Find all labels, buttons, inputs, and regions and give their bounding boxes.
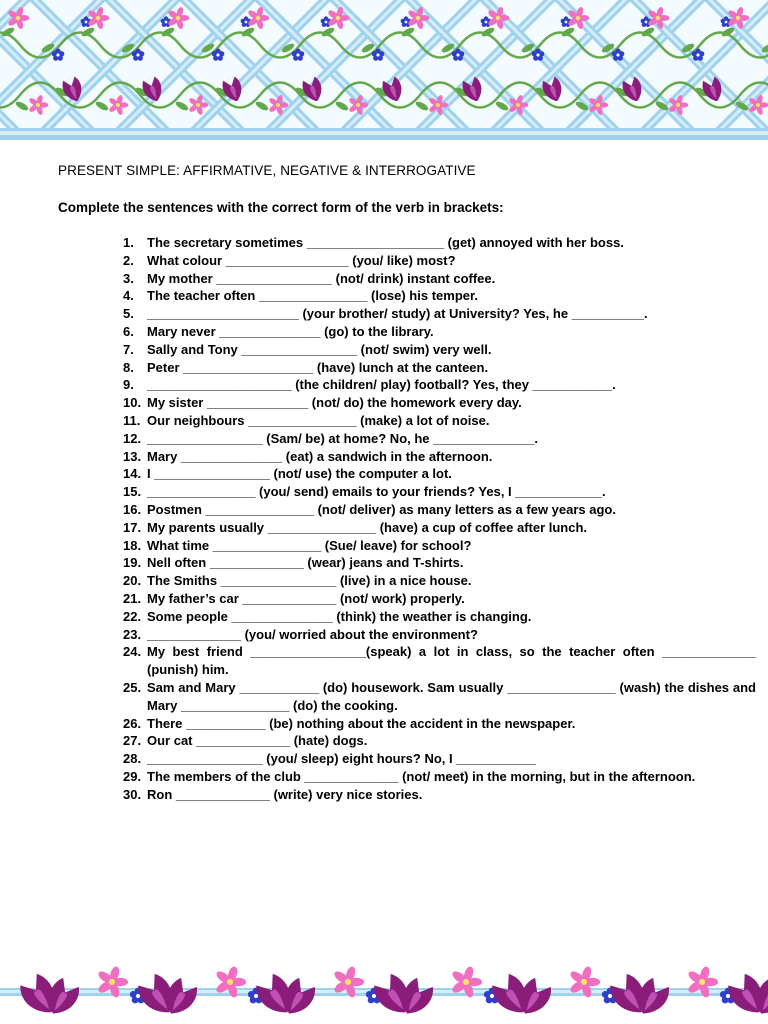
exercise-sentence: What colour _________________ (you/ like) most? bbox=[147, 252, 456, 268]
decorative-top-border bbox=[0, 0, 768, 140]
exercise-item bbox=[123, 519, 756, 537]
exercise-item bbox=[123, 359, 756, 377]
exercise-item bbox=[123, 715, 756, 733]
exercise-item bbox=[123, 679, 756, 715]
exercise-item bbox=[123, 448, 756, 466]
exercise-sentence: Peter __________________ (have) lunch at the canteen. bbox=[147, 359, 489, 375]
exercise-sentence: Our cat _____________ (hate) dogs. bbox=[147, 733, 368, 749]
exercise-number: 12. bbox=[123, 430, 142, 446]
exercise-sentence: The teacher often _______________ (lose) his temper. bbox=[147, 288, 478, 304]
exercise-sentence: Postmen _______________ (not/ deliver) as many letters as a few years ago. bbox=[147, 501, 616, 517]
exercise-sentence: Ron _____________ (write) very nice stories. bbox=[147, 786, 423, 802]
exercise-item bbox=[123, 572, 756, 590]
exercise-item bbox=[123, 412, 756, 430]
exercise-item bbox=[123, 732, 756, 750]
exercise-number: 22. bbox=[123, 608, 142, 624]
exercise-item bbox=[123, 430, 756, 448]
exercise-number: 9. bbox=[123, 377, 134, 393]
exercise-sentence: Mary ______________ (eat) a sandwich in the afternoon. bbox=[147, 448, 493, 464]
exercise-number: 4. bbox=[123, 288, 134, 304]
exercise-sentence: What time _______________ (Sue/ leave) for school? bbox=[147, 537, 472, 553]
exercise-number: 26. bbox=[123, 715, 142, 731]
exercise-item bbox=[123, 608, 756, 626]
exercise-number: 27. bbox=[123, 733, 142, 749]
exercise-sentence: _____________________ (your brother/ study) at University? Yes, he __________. bbox=[147, 306, 648, 322]
exercise-item bbox=[123, 465, 756, 483]
exercise-item bbox=[123, 537, 756, 555]
exercise-number: 14. bbox=[123, 466, 142, 482]
exercise-number: 3. bbox=[123, 270, 134, 286]
exercise-sentence: _____________ (you/ worried about the environment? bbox=[147, 626, 478, 642]
exercise-item bbox=[123, 626, 756, 644]
exercise-item bbox=[123, 252, 756, 270]
flower-row bbox=[0, 965, 768, 1021]
exercise-item bbox=[123, 341, 756, 359]
exercise-item bbox=[123, 554, 756, 572]
exercise-number: 16. bbox=[123, 501, 142, 517]
exercise-number: 5. bbox=[123, 306, 134, 322]
decorative-bottom-border bbox=[0, 952, 768, 1024]
exercise-sentence: Sam and Mary ___________ (do) housework. Sam usually _______________ (wash) the dishes and Mary _______________ (do) the cooking. bbox=[147, 679, 756, 713]
exercise-number: 6. bbox=[123, 323, 134, 339]
exercise-item bbox=[123, 768, 756, 786]
exercise-item bbox=[123, 786, 756, 804]
exercise-sentence: ________________ (you/ sleep) eight hours? No, I ___________ bbox=[147, 751, 536, 767]
exercise-number: 30. bbox=[123, 786, 142, 802]
exercise-sentence: ________________ (Sam/ be) at home? No, he ______________. bbox=[147, 430, 538, 446]
exercise-number: 13. bbox=[123, 448, 142, 464]
exercise-sentence: The members of the club _____________ (not/ meet) in the morning, but in the afternoon. bbox=[147, 768, 696, 784]
exercise-sentence: My parents usually _______________ (have) a cup of coffee after lunch. bbox=[147, 519, 588, 535]
exercise-number: 20. bbox=[123, 573, 142, 589]
exercise-number: 18. bbox=[123, 537, 142, 553]
exercise-number: 19. bbox=[123, 555, 142, 571]
exercise-number: 29. bbox=[123, 768, 142, 784]
exercise-sentence: ____________________ (the children/ play) football? Yes, they ___________. bbox=[147, 377, 616, 393]
exercise-sentence: My best friend ________________(speak) a lot in class, so the teacher often _____________ (punish) him. bbox=[147, 644, 756, 678]
exercise-sentence: _______________ (you/ send) emails to your friends? Yes, I ____________. bbox=[147, 484, 606, 500]
exercise-number: 17. bbox=[123, 519, 142, 535]
exercise-number: 28. bbox=[123, 751, 142, 767]
exercise-sentence: My father’s car _____________ (not/ work) properly. bbox=[147, 590, 465, 606]
exercise-number: 8. bbox=[123, 359, 134, 375]
exercise-number: 1. bbox=[123, 235, 134, 250]
exercise-item bbox=[123, 750, 756, 768]
exercise-sentence: There ___________ (be) nothing about the accident in the newspaper. bbox=[147, 715, 576, 731]
exercise-number: 10. bbox=[123, 395, 142, 411]
exercise-item bbox=[123, 483, 756, 501]
exercise-number: 11. bbox=[123, 412, 141, 428]
exercise-sentence: My sister ______________ (not/ do) the homework every day. bbox=[147, 395, 522, 411]
exercise-sentence: The secretary sometimes ___________________ (get) annoyed with her boss. bbox=[147, 235, 624, 250]
exercise-item bbox=[123, 270, 756, 288]
exercise-number: 23. bbox=[123, 626, 142, 642]
exercise-item bbox=[123, 590, 756, 608]
page-title: PRESENT SIMPLE: AFFIRMATIVE, NEGATIVE & INTERROGATIVE bbox=[58, 163, 476, 178]
exercise-number: 7. bbox=[123, 341, 134, 357]
exercise-sentence: Nell often _____________ (wear) jeans and T-shirts. bbox=[147, 555, 464, 571]
exercise-item bbox=[123, 323, 756, 341]
exercise-number: 25. bbox=[123, 679, 142, 695]
exercise-item bbox=[123, 287, 756, 305]
exercise-number: 2. bbox=[123, 252, 134, 268]
exercise-list bbox=[123, 234, 756, 804]
exercise-sentence: Some people ______________ (think) the weather is changing. bbox=[147, 608, 532, 624]
exercise-sentence: Sally and Tony ________________ (not/ swim) very well. bbox=[147, 341, 492, 357]
exercise-sentence: I ________________ (not/ use) the computer a lot. bbox=[147, 466, 452, 482]
exercise-sentence: My mother ________________ (not/ drink) instant coffee. bbox=[147, 270, 496, 286]
exercise-number: 21. bbox=[123, 590, 142, 606]
exercise-number: 15. bbox=[123, 484, 142, 500]
exercise-sentence: Our neighbours _______________ (make) a lot of noise. bbox=[147, 412, 490, 428]
instructions: Complete the sentences with the correct form of the verb in brackets: bbox=[58, 200, 504, 215]
exercise-sentence: Mary never ______________ (go) to the library. bbox=[147, 323, 434, 339]
exercise-item bbox=[123, 394, 756, 412]
exercise-sentence: The Smiths ________________ (live) in a nice house. bbox=[147, 573, 472, 589]
exercise-item bbox=[123, 305, 756, 323]
exercise-item bbox=[123, 501, 756, 519]
exercise-item bbox=[123, 376, 756, 394]
exercise-number: 24. bbox=[123, 644, 142, 660]
exercise-item bbox=[123, 234, 756, 252]
exercise-item bbox=[123, 643, 756, 679]
